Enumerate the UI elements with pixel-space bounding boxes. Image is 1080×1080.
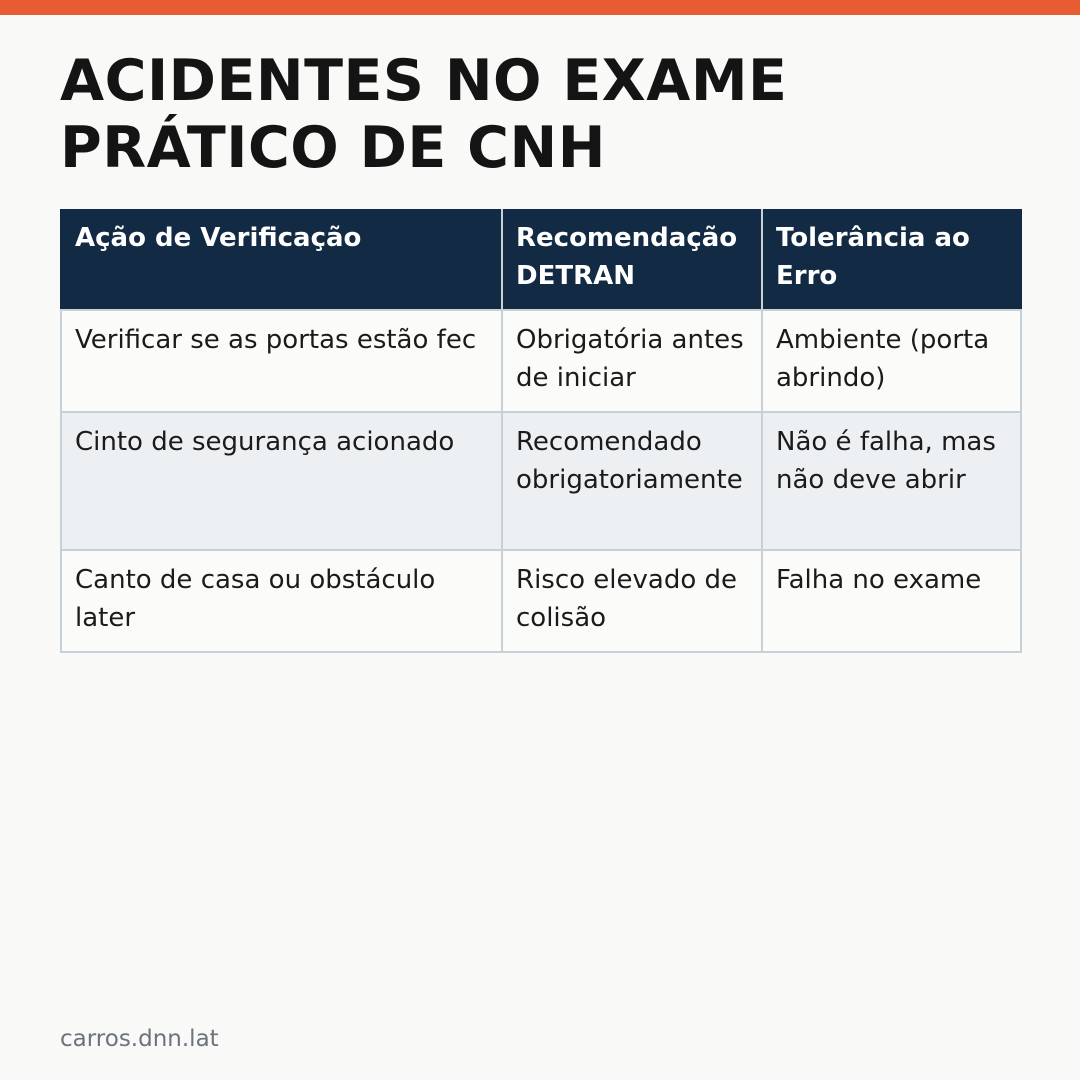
column-header-recomendacao: Recomendação DETRAN <box>502 209 762 310</box>
footer-site-url: carros.dnn.lat <box>60 1026 219 1052</box>
table-cell: Ambiente (porta abrindo) <box>762 310 1021 412</box>
table-row <box>61 412 1021 550</box>
table-cell: Cinto de segurança acionado <box>61 412 502 550</box>
info-table <box>60 209 1022 653</box>
table-cell: Verificar se as portas estão fec <box>61 310 502 412</box>
table-row <box>61 310 1021 412</box>
page-title: ACIDENTES NO EXAME PRÁTICO DE CNH <box>60 48 788 181</box>
table-cell: Obrigatória antes de iniciar <box>502 310 762 412</box>
table-cell: Risco elevado de colisão <box>502 550 762 652</box>
table-header-row <box>61 209 1021 310</box>
table-cell: Canto de casa ou obstáculo later <box>61 550 502 652</box>
table-cell: Recomendado obrigatoriamente <box>502 412 762 550</box>
table-cell: Não é falha, mas não deve abrir <box>762 412 1021 550</box>
top-accent-bar <box>0 0 1080 15</box>
info-table-container <box>60 209 1020 653</box>
column-header-acao: Ação de Verificação <box>61 209 502 310</box>
table-cell: Falha no exame <box>762 550 1021 652</box>
table-row <box>61 550 1021 652</box>
column-header-tolerancia: Tolerância ao Erro <box>762 209 1021 310</box>
